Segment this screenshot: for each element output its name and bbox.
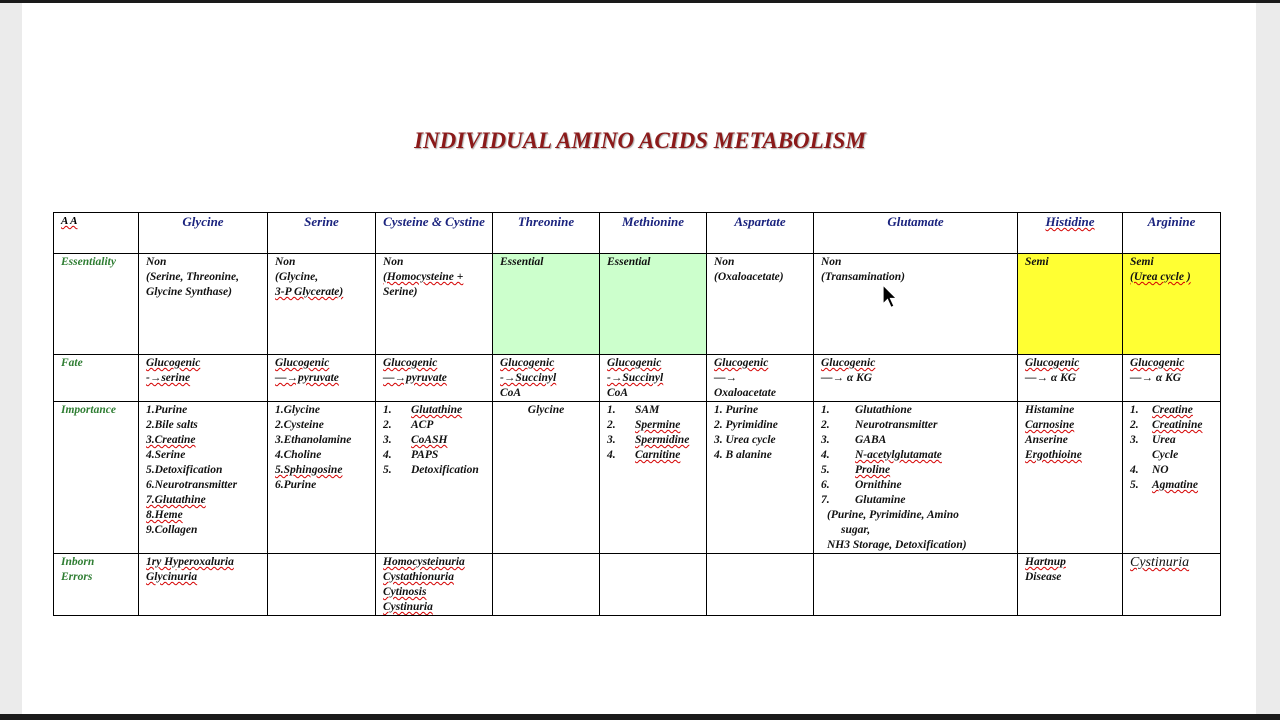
list-number: 5.: [1130, 479, 1139, 491]
aa-header-label: A A: [61, 215, 78, 227]
header-glycine: Glycine: [139, 213, 268, 254]
cell-text: Non: [275, 256, 296, 268]
list-item: [383, 463, 485, 478]
list-number: 1.: [821, 404, 830, 416]
list-text: Spermine: [635, 419, 681, 431]
list-item: [383, 448, 485, 463]
list-item: 6.Neurotransmitter: [146, 479, 238, 491]
list-item: [383, 433, 485, 448]
cell-text: (Urea cycle ): [1130, 271, 1191, 283]
inborn-errors-row: [54, 554, 1221, 616]
cell-text: Semi: [1130, 256, 1154, 268]
inborn-methionine: [600, 554, 707, 616]
essentiality-label: Essentiality: [54, 254, 139, 355]
list-item: [607, 433, 699, 448]
list-number: 3.: [383, 434, 392, 446]
essentiality-aspartate: [707, 254, 814, 355]
list-item: [1130, 463, 1213, 478]
list-text: Ornithine: [855, 479, 902, 491]
list-text: Glutathione: [855, 404, 912, 416]
cell-text: Semi: [1025, 256, 1049, 268]
list-item: 1.Purine: [146, 404, 188, 416]
cell-text: —→pyruvate: [383, 372, 447, 384]
list-text: Creatine: [1152, 404, 1193, 416]
header-aspartate: Aspartate: [707, 213, 814, 254]
cell-text: Glucogenic: [275, 357, 330, 369]
essentiality-glycine: [139, 254, 268, 355]
list-number: 1.: [1130, 404, 1139, 416]
importance-histidine: [1018, 402, 1123, 554]
fate-label: Fate: [54, 355, 139, 402]
list-item: 4.Serine: [146, 449, 186, 461]
list-item: [607, 403, 699, 418]
essentiality-methionine: [600, 254, 707, 355]
cell-text: —→ α KG: [821, 372, 873, 384]
glutamate-note: sugar,: [841, 524, 871, 536]
cell-text: Non: [383, 256, 404, 268]
list-item: Anserine: [1025, 434, 1068, 446]
cell-text: —→pyruvate: [275, 372, 339, 384]
list-number: 1.: [383, 404, 392, 416]
list-item: 2.Cysteine: [275, 419, 324, 431]
cell-text: Essential: [607, 256, 651, 268]
cell-text: (Oxaloacetate): [714, 271, 784, 283]
list-item: Carnosine: [1025, 419, 1075, 431]
list-text: Carnitine: [635, 449, 681, 461]
cell-text: (Glycine,: [275, 271, 319, 283]
fate-arginine: [1123, 355, 1221, 402]
list-number: 3.: [821, 434, 830, 446]
list-text: SAM: [635, 404, 660, 416]
cell-text: Glycinuria: [146, 571, 198, 583]
cell-text: Glucogenic: [1025, 357, 1080, 369]
bottom-edge: [0, 714, 1280, 720]
header-arginine: Arginine: [1123, 213, 1221, 254]
cell-text: Glucogenic: [714, 357, 769, 369]
fate-glycine: [139, 355, 268, 402]
cell-text: Essential: [500, 256, 544, 268]
inborn-threonine: [493, 554, 600, 616]
cell-text: Homocysteinuria: [383, 556, 465, 568]
importance-label: Importance: [54, 402, 139, 554]
list-item: [1130, 433, 1213, 448]
list-text: Urea: [1152, 434, 1176, 446]
list-text: PAPS: [411, 449, 439, 461]
fate-cysteine: [376, 355, 493, 402]
fate-aspartate: [707, 355, 814, 402]
cell-text: Glycine Synthase): [146, 286, 232, 298]
list-number: 4.: [1130, 464, 1139, 476]
list-item: [821, 478, 1010, 493]
cell-text: -→serine: [146, 372, 191, 384]
essentiality-cysteine: [376, 254, 493, 355]
list-item: 7.Glutathine: [146, 494, 206, 506]
list-text: CoASH: [411, 434, 448, 446]
cell-text: Disease: [1025, 571, 1062, 583]
list-number: 2.: [821, 419, 830, 431]
fate-row: [54, 355, 1221, 402]
header-cysteine-label: Cysteine & Cystine: [383, 214, 485, 229]
essentiality-threonine: [493, 254, 600, 355]
header-histidine: [1018, 213, 1123, 254]
list-item: 6.Purine: [275, 479, 317, 491]
importance-methionine: [600, 402, 707, 554]
list-text: Spermidine: [635, 434, 690, 446]
cell-text: (Serine, Threonine,: [146, 271, 239, 283]
page-title: INDIVIDUAL AMINO ACIDS METABOLISM: [414, 128, 866, 153]
list-number: 5.: [383, 464, 392, 476]
left-margin-gutter: [0, 3, 22, 714]
glutamate-note: NH3 Storage, Detoxification): [827, 539, 967, 551]
list-number: 2.: [1130, 419, 1139, 431]
list-item: [1130, 478, 1213, 493]
mouse-pointer-icon: [882, 284, 898, 310]
list-item: [821, 418, 1010, 433]
essentiality-row: [54, 254, 1221, 355]
importance-cysteine: [376, 402, 493, 554]
right-margin-gutter: [1256, 3, 1280, 714]
essentiality-glutamate: [814, 254, 1018, 355]
list-text: Proline: [855, 464, 891, 476]
list-item: [383, 418, 485, 433]
inborn-arginine: [1123, 554, 1221, 616]
header-glutamate: Glutamate: [814, 213, 1018, 254]
list-item: [821, 493, 1010, 508]
cell-text: (Homocysteine +: [383, 271, 464, 283]
cell-text: —→ α KG: [1025, 372, 1077, 384]
importance-serine: [268, 402, 376, 554]
importance-row: [54, 402, 1221, 554]
list-number: 2.: [607, 419, 616, 431]
header-histidine-label: Histidine: [1045, 214, 1095, 229]
list-item: 5.Sphingosine: [275, 464, 343, 476]
inborn-cysteine: [376, 554, 493, 616]
cell-text: Cystathionuria: [383, 571, 454, 583]
list-item: [821, 403, 1010, 418]
importance-arginine: [1123, 402, 1221, 554]
inborn-histidine: [1018, 554, 1123, 616]
list-text: GABA: [855, 434, 887, 446]
glutamate-note: (Purine, Pyrimidine, Amino: [827, 509, 959, 521]
inborn-errors-label: [54, 554, 139, 616]
aa-header-cell: [54, 213, 139, 254]
fate-methionine: [600, 355, 707, 402]
cell-text: 1ry Hyperoxaluria: [146, 556, 234, 568]
cell-text: Glucogenic: [1130, 357, 1185, 369]
list-item: [1130, 448, 1213, 463]
cell-text: Glucogenic: [821, 357, 876, 369]
list-item: 8.Heme: [146, 509, 183, 521]
list-number: 6.: [821, 479, 830, 491]
list-number: 5.: [821, 464, 830, 476]
list-item: 9.Collagen: [146, 524, 198, 536]
importance-aspartate: [707, 402, 814, 554]
list-number: 4.: [821, 449, 830, 461]
list-text: NO: [1152, 464, 1169, 476]
list-text: Glutathine: [411, 404, 463, 416]
list-item: 2. Pyrimidine: [714, 419, 778, 431]
list-item: 3.Ethanolamine: [275, 434, 352, 446]
list-item: 3.Creatine: [146, 434, 196, 446]
fate-glutamate: [814, 355, 1018, 402]
list-text: Detoxification: [411, 464, 479, 476]
amino-acid-table: [53, 212, 1221, 616]
list-item: 4.Choline: [275, 449, 322, 461]
fate-threonine: [493, 355, 600, 402]
cell-text: -→Succinyl: [500, 372, 557, 384]
list-item: 1. Purine: [714, 404, 759, 416]
list-item: 3. Urea cycle: [714, 434, 776, 446]
header-row: [54, 213, 1221, 254]
cell-text: —→: [714, 372, 737, 384]
list-item: [1130, 403, 1213, 418]
list-item: Ergothioine: [1025, 449, 1082, 461]
list-text: Agmatine: [1152, 479, 1199, 491]
list-item: [607, 418, 699, 433]
list-item: 2.Bile salts: [146, 419, 198, 431]
list-number: 3.: [1130, 434, 1139, 446]
list-item: [607, 448, 699, 463]
header-methionine: Methionine: [600, 213, 707, 254]
cell-text: Glucogenic: [383, 357, 438, 369]
cell-text: CoA: [607, 387, 629, 399]
essentiality-arginine: [1123, 254, 1221, 355]
cell-text: Serine): [383, 286, 418, 298]
fate-serine: [268, 355, 376, 402]
fate-histidine: [1018, 355, 1123, 402]
cell-text: Glucogenic: [607, 357, 662, 369]
list-number: 4.: [383, 449, 392, 461]
list-number: 1.: [607, 404, 616, 416]
list-text: Cycle: [1152, 449, 1179, 461]
list-item: [821, 433, 1010, 448]
importance-threonine: [493, 402, 600, 554]
list-item: 5.Detoxification: [146, 464, 223, 476]
list-text: ACP: [411, 419, 434, 431]
cell-text: -→Succinyl: [607, 372, 664, 384]
list-text: N-acetylglutamate: [855, 449, 942, 461]
cell-text: CoA: [500, 387, 522, 399]
list-item: Glycine: [527, 404, 565, 416]
cell-text: 3-P Glycerate): [275, 286, 344, 298]
cell-text: Non: [146, 256, 167, 268]
cell-text: (Transamination): [821, 271, 905, 283]
cell-text: Non: [714, 256, 735, 268]
cell-text: Cytinosis: [383, 586, 427, 598]
cell-text: Non: [821, 256, 842, 268]
list-text: Neurotransmitter: [855, 419, 938, 431]
inborn-glutamate: [814, 554, 1018, 616]
list-item: 4. B alanine: [714, 449, 772, 461]
cell-text: Oxaloacetate: [714, 387, 776, 399]
importance-glycine: [139, 402, 268, 554]
essentiality-serine: [268, 254, 376, 355]
list-item: Histamine: [1025, 404, 1075, 416]
cell-text: Inborn: [61, 556, 95, 568]
list-text: Glutamine: [855, 494, 906, 506]
essentiality-histidine: [1018, 254, 1123, 355]
cell-text: Hartnup: [1025, 556, 1066, 568]
list-item: 1.Glycine: [275, 404, 321, 416]
cell-text: Errors: [61, 571, 93, 583]
list-item: [1130, 418, 1213, 433]
list-item: [383, 403, 485, 418]
importance-glutamate: [814, 402, 1018, 554]
cell-text: Glucogenic: [500, 357, 555, 369]
list-number: 2.: [383, 419, 392, 431]
inborn-aspartate: [707, 554, 814, 616]
list-text: Creatinine: [1152, 419, 1203, 431]
header-cysteine: [376, 213, 493, 254]
list-number: 3.: [607, 434, 616, 446]
list-number: 4.: [607, 449, 616, 461]
header-threonine: Threonine: [493, 213, 600, 254]
list-item: [821, 463, 1010, 478]
cell-text: Cystinuria: [1130, 555, 1190, 570]
cell-text: —→ α KG: [1130, 372, 1182, 384]
cell-text: Glucogenic: [146, 357, 201, 369]
header-serine: Serine: [268, 213, 376, 254]
list-number: 7.: [821, 494, 830, 506]
list-item: [821, 448, 1010, 463]
cell-text: Cystinuria: [383, 601, 433, 613]
inborn-serine: [268, 554, 376, 616]
inborn-glycine: [139, 554, 268, 616]
